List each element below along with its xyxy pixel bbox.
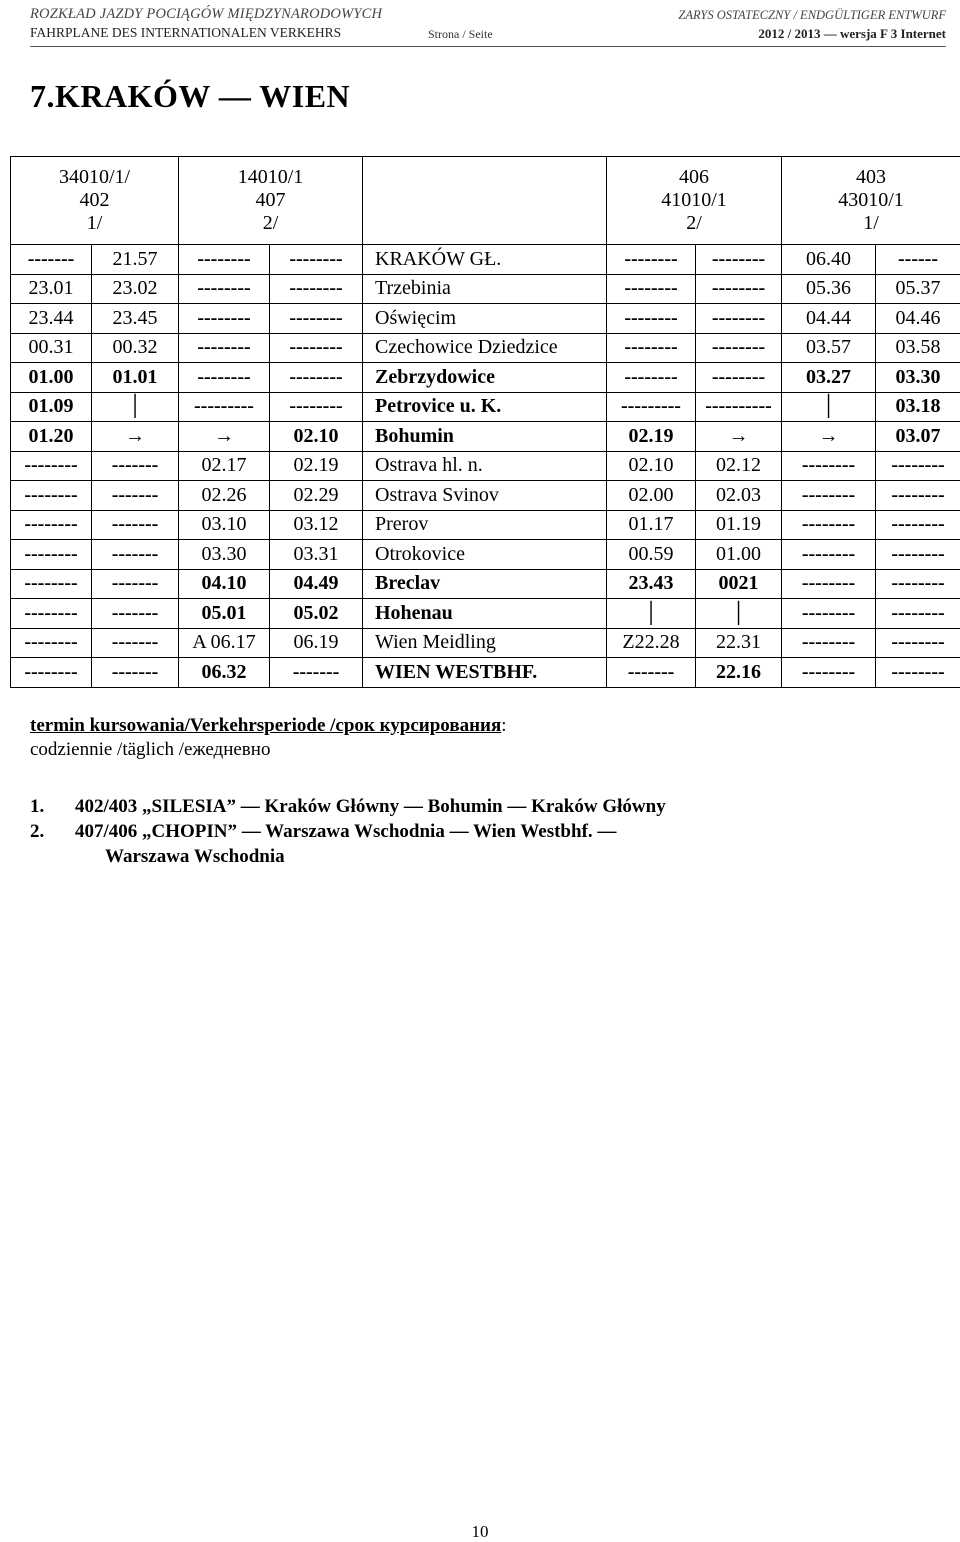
time-cell: -------- [696, 363, 782, 393]
time-cell: 23.45 [92, 304, 179, 334]
train-header-406: 406 41010/1 2/ [607, 157, 782, 245]
time-cell: -------- [782, 658, 876, 688]
time-cell: 03.57 [782, 333, 876, 363]
table-row [11, 363, 960, 393]
note-1 [30, 794, 666, 819]
table-row [11, 510, 960, 540]
time-cell: -------- [696, 245, 782, 275]
table-row [11, 540, 960, 570]
time-cell: 03.12 [270, 510, 363, 540]
table-row [11, 599, 960, 629]
time-cell: 02.00 [607, 481, 696, 511]
time-cell: 01.19 [696, 510, 782, 540]
time-cell: A 06.17 [179, 628, 270, 658]
note-number: 2. [30, 819, 75, 844]
time-cell: -------- [11, 540, 92, 570]
time-cell: -------- [876, 569, 960, 599]
time-cell: -------- [607, 274, 696, 304]
time-cell: 06.19 [270, 628, 363, 658]
time-cell: -------- [782, 451, 876, 481]
time-cell: 00.59 [607, 540, 696, 570]
time-cell: 22.31 [696, 628, 782, 658]
time-cell: 02.19 [607, 422, 696, 452]
station-name: Wien Meidling [363, 628, 607, 658]
time-cell: 04.49 [270, 569, 363, 599]
time-cell: -------- [11, 569, 92, 599]
time-cell: -------- [179, 363, 270, 393]
time-cell: ------- [270, 658, 363, 688]
time-cell: -------- [876, 481, 960, 511]
time-cell: 04.44 [782, 304, 876, 334]
period-colon: : [501, 715, 506, 736]
time-cell: 01.00 [11, 363, 92, 393]
time-cell: ------- [92, 481, 179, 511]
time-cell: 03.07 [876, 422, 960, 452]
page-title: 7.KRAKÓW — WIEN [30, 78, 350, 115]
table-row [11, 569, 960, 599]
time-cell: -------- [876, 628, 960, 658]
time-cell: 02.17 [179, 451, 270, 481]
station-name: Czechowice Dziedzice [363, 333, 607, 363]
time-cell: -------- [179, 304, 270, 334]
table-row [11, 422, 960, 452]
time-cell: -------- [179, 333, 270, 363]
time-cell: -------- [179, 274, 270, 304]
timetable [10, 156, 960, 688]
time-cell: -------- [11, 599, 92, 629]
header-title-de: FAHRPLANE DES INTERNATIONALEN VERKEHRS [30, 25, 341, 41]
time-cell: ------- [607, 658, 696, 688]
table-row [11, 628, 960, 658]
header-title-pl: ROZKŁAD JAZDY POCIĄGÓW MIĘDZYNARODOWYCH [30, 6, 382, 23]
time-cell: ------- [92, 599, 179, 629]
time-cell: │ [607, 599, 696, 629]
time-cell: -------- [270, 245, 363, 275]
period-value: codziennie /täglich /ежедневно [30, 739, 507, 761]
time-cell: 01.09 [11, 392, 92, 422]
time-cell: 01.17 [607, 510, 696, 540]
station-name: Zebrzydowice [363, 363, 607, 393]
time-cell: ------- [92, 540, 179, 570]
time-cell: -------- [11, 481, 92, 511]
time-cell: -------- [876, 658, 960, 688]
train-header-407: 14010/1 407 2/ [179, 157, 363, 245]
time-cell: 02.10 [270, 422, 363, 452]
time-cell: → [782, 422, 876, 452]
station-header [363, 157, 607, 245]
time-cell: │ [696, 599, 782, 629]
time-cell: 02.26 [179, 481, 270, 511]
station-name: Otrokovice [363, 540, 607, 570]
station-name: Hohenau [363, 599, 607, 629]
header-draft-label: ZARYS OSTATECZNY / ENDGÜLTIGER ENTWURF [678, 8, 946, 23]
time-cell: -------- [270, 333, 363, 363]
station-name: Oświęcim [363, 304, 607, 334]
train-notes [30, 794, 666, 869]
time-cell: ------- [92, 510, 179, 540]
time-cell: ------- [92, 569, 179, 599]
time-cell: -------- [607, 363, 696, 393]
time-cell: -------- [876, 510, 960, 540]
time-cell: ------- [11, 245, 92, 275]
time-cell: 23.43 [607, 569, 696, 599]
time-cell: 03.30 [179, 540, 270, 570]
time-cell: -------- [782, 540, 876, 570]
table-row [11, 245, 960, 275]
station-name: KRAKÓW GŁ. [363, 245, 607, 275]
time-cell: -------- [11, 658, 92, 688]
time-cell: ---------- [696, 392, 782, 422]
train-header-403: 403 43010/1 1/ [782, 157, 960, 245]
table-row [11, 333, 960, 363]
time-cell: -------- [782, 628, 876, 658]
time-cell: ------- [92, 451, 179, 481]
time-cell: ------- [92, 658, 179, 688]
time-cell: -------- [270, 274, 363, 304]
time-cell: 04.10 [179, 569, 270, 599]
time-cell: 00.31 [11, 333, 92, 363]
time-cell: 02.19 [270, 451, 363, 481]
time-cell: -------- [876, 451, 960, 481]
time-cell: 02.12 [696, 451, 782, 481]
header-page-label: Strona / Seite [428, 27, 493, 42]
time-cell: → [179, 422, 270, 452]
time-cell: --------- [607, 392, 696, 422]
time-cell: 02.10 [607, 451, 696, 481]
time-cell: 03.31 [270, 540, 363, 570]
table-row [11, 274, 960, 304]
time-cell: 03.27 [782, 363, 876, 393]
time-cell: 03.10 [179, 510, 270, 540]
time-cell: -------- [179, 245, 270, 275]
time-cell: 00.32 [92, 333, 179, 363]
time-cell: 04.46 [876, 304, 960, 334]
time-cell: -------- [270, 304, 363, 334]
time-cell: -------- [696, 304, 782, 334]
table-row [11, 481, 960, 511]
time-cell: -------- [11, 628, 92, 658]
time-cell: → [92, 422, 179, 452]
time-cell: -------- [782, 510, 876, 540]
time-cell: 23.02 [92, 274, 179, 304]
header-version: 2012 / 2013 — wersja F 3 Internet [758, 26, 946, 42]
time-cell: 06.40 [782, 245, 876, 275]
table-row [11, 658, 960, 688]
station-name: Breclav [363, 569, 607, 599]
station-name: Prerov [363, 510, 607, 540]
time-cell: --------- [179, 392, 270, 422]
time-cell: -------- [11, 510, 92, 540]
time-cell: │ [782, 392, 876, 422]
time-cell: 03.58 [876, 333, 960, 363]
time-cell: 01.20 [11, 422, 92, 452]
time-cell: -------- [876, 599, 960, 629]
time-cell: -------- [607, 333, 696, 363]
time-cell: -------- [607, 245, 696, 275]
page-number: 10 [0, 1522, 960, 1542]
time-cell: → [696, 422, 782, 452]
train-header-402: 34010/1/ 402 1/ [11, 157, 179, 245]
time-cell: 05.36 [782, 274, 876, 304]
time-cell: 03.30 [876, 363, 960, 393]
station-name: Bohumin [363, 422, 607, 452]
period-label: termin kursowania/Verkehrsperiode /срок курсирования [30, 715, 501, 736]
time-cell: 01.00 [696, 540, 782, 570]
time-cell: -------- [270, 363, 363, 393]
time-cell: -------- [270, 392, 363, 422]
note-2-continuation: Warszawa Wschodnia [30, 844, 666, 869]
train-number-header-row [11, 157, 960, 245]
time-cell: ------ [876, 245, 960, 275]
station-name: Trzebinia [363, 274, 607, 304]
time-cell: 01.01 [92, 363, 179, 393]
station-name: Petrovice u. K. [363, 392, 607, 422]
table-row [11, 451, 960, 481]
time-cell: -------- [782, 481, 876, 511]
time-cell: 05.02 [270, 599, 363, 629]
time-cell: 23.44 [11, 304, 92, 334]
note-text: 407/406 „CHOPIN” — Warszawa Wschodnia — Wien Westbhf. — [75, 819, 616, 844]
time-cell: 03.18 [876, 392, 960, 422]
time-cell: -------- [782, 599, 876, 629]
time-cell: 0021 [696, 569, 782, 599]
time-cell: -------- [696, 274, 782, 304]
time-cell: 23.01 [11, 274, 92, 304]
time-cell: 05.37 [876, 274, 960, 304]
time-cell: 02.29 [270, 481, 363, 511]
time-cell: 21.57 [92, 245, 179, 275]
service-period [30, 715, 507, 761]
time-cell: ------- [92, 628, 179, 658]
time-cell: -------- [607, 304, 696, 334]
time-cell: -------- [696, 333, 782, 363]
time-cell: │ [92, 392, 179, 422]
time-cell: 05.01 [179, 599, 270, 629]
time-cell: 22.16 [696, 658, 782, 688]
time-cell: -------- [782, 569, 876, 599]
time-cell: Z22.28 [607, 628, 696, 658]
time-cell: -------- [876, 540, 960, 570]
time-cell: 06.32 [179, 658, 270, 688]
table-row [11, 392, 960, 422]
station-name: Ostrava Svinov [363, 481, 607, 511]
station-name: WIEN WESTBHF. [363, 658, 607, 688]
note-2 [30, 819, 666, 844]
time-cell: 02.03 [696, 481, 782, 511]
header-divider [30, 46, 946, 47]
station-name: Ostrava hl. n. [363, 451, 607, 481]
time-cell: -------- [11, 451, 92, 481]
note-number: 1. [30, 794, 75, 819]
note-text: 402/403 „SILESIA” — Kraków Główny — Bohumin — Kraków Główny [75, 794, 666, 819]
table-row [11, 304, 960, 334]
page-header [30, 4, 946, 44]
